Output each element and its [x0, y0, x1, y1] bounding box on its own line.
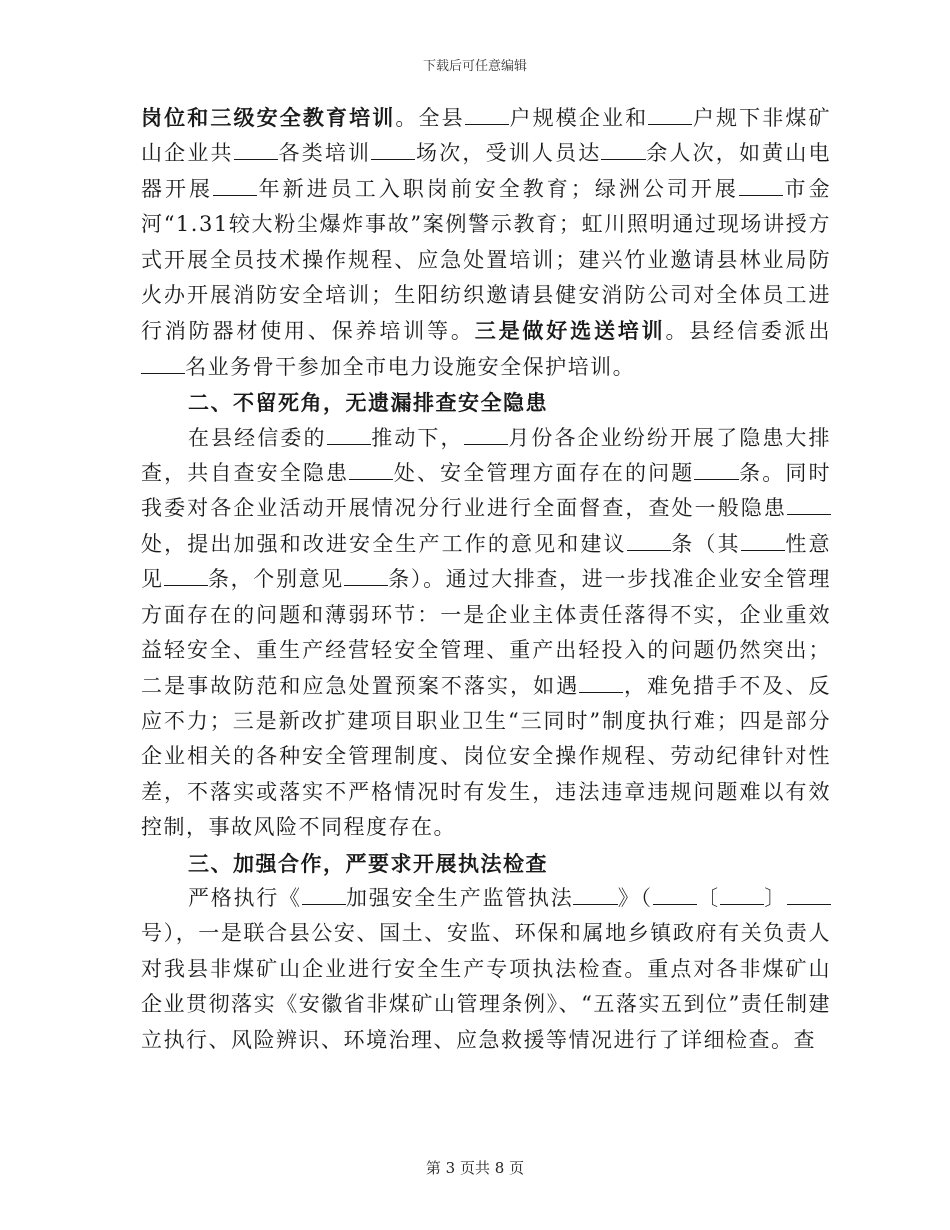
text-run: 性意见 [141, 531, 832, 592]
fill-blank [694, 461, 738, 480]
text-run: 市金河“1.31较大粉尘爆炸事故”案例警示教育；虹川照明通过现场讲授方式开展全员技术操作规程、应急处置培训；建兴竹业邀请县林业局防火办开展消防安全培训；生阳纺织邀请县健安消防公司对全体员工进行消防器材使用、保养培训等。 [141, 176, 832, 344]
text-run: 条）。通过大排查，进一步找准企业安全管理方面存在的问题和薄弱环节：一是企业主体责任落得不实，企业重效益轻安全、重生产经营轻安全管理、重产出轻投入的问题仍然突出；二是事故防范和应急处置预案不落实，如遇 [141, 567, 831, 698]
fill-blank [741, 532, 785, 551]
text-run: 条。同时我委对各企业活动开展情况分行业进行全面督查，查处一般隐患 [141, 461, 832, 521]
text-run: 户规下非煤矿山企业共 [141, 106, 832, 166]
fill-blank [653, 886, 697, 905]
fill-blank [234, 142, 278, 161]
text-run: 场次，受训人员达 [415, 141, 602, 166]
fill-blank [327, 426, 371, 445]
fill-blank [627, 532, 671, 551]
fill-blank [573, 886, 617, 905]
text-run: 〔 [696, 885, 720, 910]
fill-blank [579, 674, 623, 693]
text-run: 各类培训 [277, 141, 372, 166]
fill-blank [344, 567, 388, 586]
fill-blank [739, 177, 783, 196]
text-run: 严格执行《 [188, 885, 302, 910]
fill-blank [164, 567, 208, 586]
text-run: 》（ [617, 885, 653, 910]
text-run: 年新进员工入职岗前安全教育；绿洲公司开展 [257, 176, 739, 201]
paragraph-training [141, 100, 831, 385]
text-run: 月份各企业纷纷开展了隐患大排查，共自查安全隐患 [141, 425, 832, 486]
text-run: 号），一是联合县公安、国土、安监、环保和属地乡镇政府有关负责人对我县非煤矿山企业进行安全生产专项执法检查。重点对各非煤矿山企业贯彻落实《安徽省非煤矿山管理条例》、“五落实五到位”责任制建立执行、风险辨识、环境治理、应急救援等情况进行了详细检查。查 [141, 921, 831, 1052]
section-heading-2: 二、不留死角，无遗漏排查安全隐患 [188, 390, 548, 416]
page-header: 下载后可任意编辑 [422, 59, 527, 74]
text-run: 余人次，如黄山电器开展 [141, 141, 832, 201]
text-run: 处、安全管理方面存在的问题 [393, 461, 695, 486]
bold-phrase: 三是做好选送培训 [474, 318, 666, 344]
text-run: 加强安全生产监管执法 [345, 885, 574, 910]
text-run: 条（其 [670, 531, 741, 556]
bold-phrase: 岗位和三级安全教育培训 [141, 105, 396, 130]
fill-blank [464, 426, 508, 445]
text-run: 处，提出加强和改进安全生产工作的意见和建议 [141, 531, 627, 556]
fill-blank [371, 142, 415, 161]
text-run: 条，个别意见 [207, 567, 344, 592]
text-run: 在县经信委的 [188, 425, 327, 450]
fill-blank [787, 886, 831, 905]
page-footer: 第 3 页共 8 页 [425, 1159, 525, 1177]
paragraph-enforcement [141, 881, 831, 1058]
fill-blank [648, 106, 692, 125]
text-run: 名业务骨干参加全市电力设施安全保护培训。 [185, 354, 636, 379]
fill-blank [787, 497, 831, 516]
fill-blank [302, 886, 346, 905]
fill-blank [601, 142, 645, 161]
text-run: ，难免措手不及、反应不力；三是新改扩建项目职业卫生“三同时”制度执行难；四是部分企业相关的各种安全管理制度、岗位安全操作规程、劳动纪律针对性差，不落实或落实不严格情况时有发生，违法违章违规问题难以有效控制，事故风险不同程度存在。 [141, 673, 832, 840]
fill-blank [349, 461, 393, 480]
fill-blank [465, 106, 509, 125]
text-run: 推动下， [370, 425, 464, 450]
fill-blank [141, 355, 185, 374]
paragraph-hazards [141, 421, 831, 846]
text-run: 。全县 [395, 106, 465, 130]
text-run: 。县经信委派出 [665, 319, 832, 344]
section-heading-3: 三、加强合作，严要求开展执法检查 [188, 850, 548, 876]
fill-blank [213, 177, 257, 196]
fill-blank [720, 886, 764, 905]
text-run: 〕 [763, 885, 787, 910]
document-body [141, 100, 831, 1058]
text-run: 户规模企业和 [508, 106, 649, 130]
